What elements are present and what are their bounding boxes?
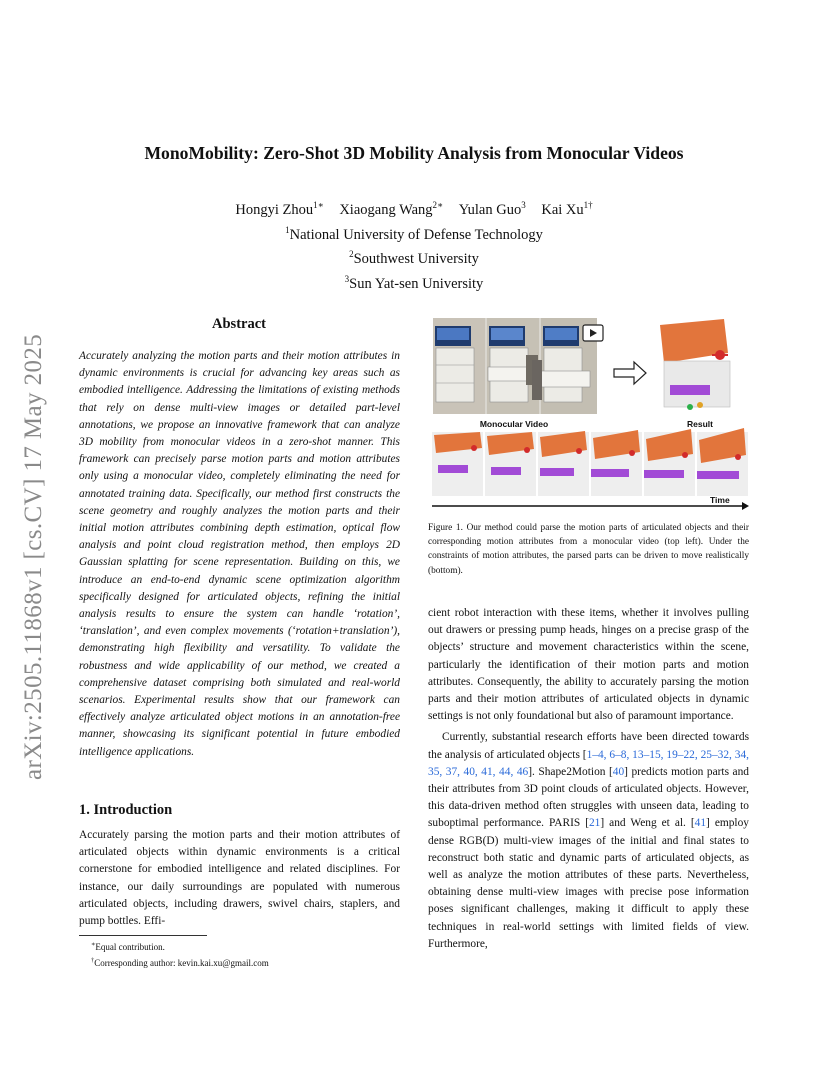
introduction-heading: 1. Introduction — [79, 802, 173, 818]
paragraph: cient robot interaction with these items, whether it involves pulling out drawers or pressing pump heads, hinges on a precise grasp of the objects’ structure and movement characteristics within the scene, particularly the identification of their motion parts and motion attributes. Consequently, the ability to accurately parsing the motion parts and their motion attributes of articulated objects in dynamic settings is not only foundational but also of paramount importance. — [428, 607, 749, 723]
figure-1 — [428, 315, 750, 511]
video-frames — [433, 318, 603, 414]
paragraph: Currently, substantial research efforts have been directed towards the analysis of articulated objects [1–4, 6–8, 13–15, 19–22, 25–32, 34, 35, 37, 40, 41, 44, 46]. Shape2Motion [40] predicts motion parts and their attributes from 3D point clouds of articulated objects. However, this data-driven method often struggles with unseen data, leading to suboptimal performance. PARIS [21] and Weng et al. [41] employ dense RGB(D) multi-view images of the initial and final states to reconstruct both static and dynamic parts of articulated objects, as well as analyze the motion attributes of these parts. Nevertheless, obtaining dense multi-view images with precise pose information poses significant challenges, making it difficult to apply these techniques in real-world settings with limited fields of view. Furthermore, — [428, 731, 749, 950]
arrow-right-icon — [614, 362, 646, 384]
right-column-body — [428, 605, 749, 953]
author-list — [60, 195, 768, 220]
label-time: Time — [710, 495, 730, 505]
citation-link: 21 — [588, 817, 601, 830]
sequence-frame — [538, 431, 589, 496]
video-frame — [433, 318, 485, 414]
sequence-frame — [432, 432, 483, 496]
introduction-body: Accurately parsing the motion parts and their motion attributes of articulated objects within dynamic environments is a critical cornerstone for embodied intelligence and related disciplines. For instance, our daily surroundings are populated with numerous articulated objects, including drawers, swivel chairs, staplers, and pump bottles. Effi- — [79, 829, 400, 928]
paper-title: MonoMobility: Zero-Shot 3D Mobility Analysis from Monocular Videos — [144, 143, 684, 163]
affiliation: $^3$Sun Yat-sen University — [344, 273, 484, 292]
film-icon — [583, 325, 603, 341]
footnotes — [79, 938, 400, 970]
arxiv-identifier: arXiv:2505.11868v1 [cs.CV] 17 May 2025 — [20, 333, 47, 780]
time-arrow-icon — [432, 502, 749, 510]
motion-sequence — [432, 428, 748, 496]
footnote: †Corresponding author: kevin.kai.xu@gmail.com — [91, 957, 269, 968]
citation-link: 41 — [694, 817, 707, 830]
label-result: Result — [687, 419, 713, 429]
sequence-frame — [644, 429, 695, 496]
abstract-heading: Abstract — [212, 316, 266, 332]
footnote: ∗Equal contribution. — [91, 941, 165, 952]
author: Yulan Guo$^3$ — [458, 200, 526, 218]
author: Hongyi Zhou$^{1∗}$ — [235, 200, 324, 218]
label-monocular-video: Monocular Video — [479, 419, 549, 429]
affiliation: $^2$Southwest University — [349, 249, 479, 268]
sequence-frame — [697, 428, 748, 496]
citation-link: 40 — [612, 765, 625, 778]
author: Kai $Xu^{1\dagger}$ — [541, 200, 593, 218]
author: Xiaogang Wang$^{2∗}$ — [339, 200, 444, 218]
figure-caption: Figure 1. Our method could parse the motion parts of articulated objects and their corresponding motion attributes from a monocular video (top left). Under the constraints of motion attributes, the parsed parts can be driven to move realistically (bottom). — [428, 523, 749, 576]
footnote-divider — [79, 935, 207, 936]
result-render — [656, 318, 744, 414]
sequence-frame — [591, 430, 642, 496]
abstract-body: Accurately analyzing the motion parts and their motion attributes in dynamic environments is crucial for advancing key areas such as embodied intelligence. Addressing the limitations of existing methods that rely on dense multi-view images or detailed part-level annotations, we propose an innovative framework that can analyze 3D mobility from monocular videos in a zero-shot manner. This framework can precisely parse motion parts and motion attributes only using a monocular video, completely eliminating the need for annotated training data. Specifically, our method first constructs the scene geometry and roughly analyzes the motion parts and their initial motion attributes combining depth estimation, optical flow analysis and point cloud registration method, then employs 2D Gaussian splatting for scene representation. Building on this, we introduce an end-to-end dynamic scene optimization algorithm specifically designed for articulated objects, refining the initial analysis results to ensure the system can handle ‘rotation’, ‘translation’, and even complex movements (‘rotation+translation’), demonstrating high flexibility and versatility. To validate the robustness and wide applicability of our method, we created a comprehensive dataset comprising both simulated and real-world scenarios. Experimental results show that our framework can effectively analyze articulated object motions in an annotation-free manner, showcasing its significant potential in future embodied intelligence applications. — [79, 350, 400, 758]
citation-link: 1–4, 6–8, 13–15, 19–22, 25–32, 34, 35, 37, 40, 41, 44, 46 — [428, 748, 749, 778]
affiliation-list — [60, 221, 768, 294]
video-frame — [487, 318, 539, 414]
affiliation: $^1$National University of Defense Technology — [285, 225, 543, 243]
sequence-frame — [485, 432, 536, 496]
